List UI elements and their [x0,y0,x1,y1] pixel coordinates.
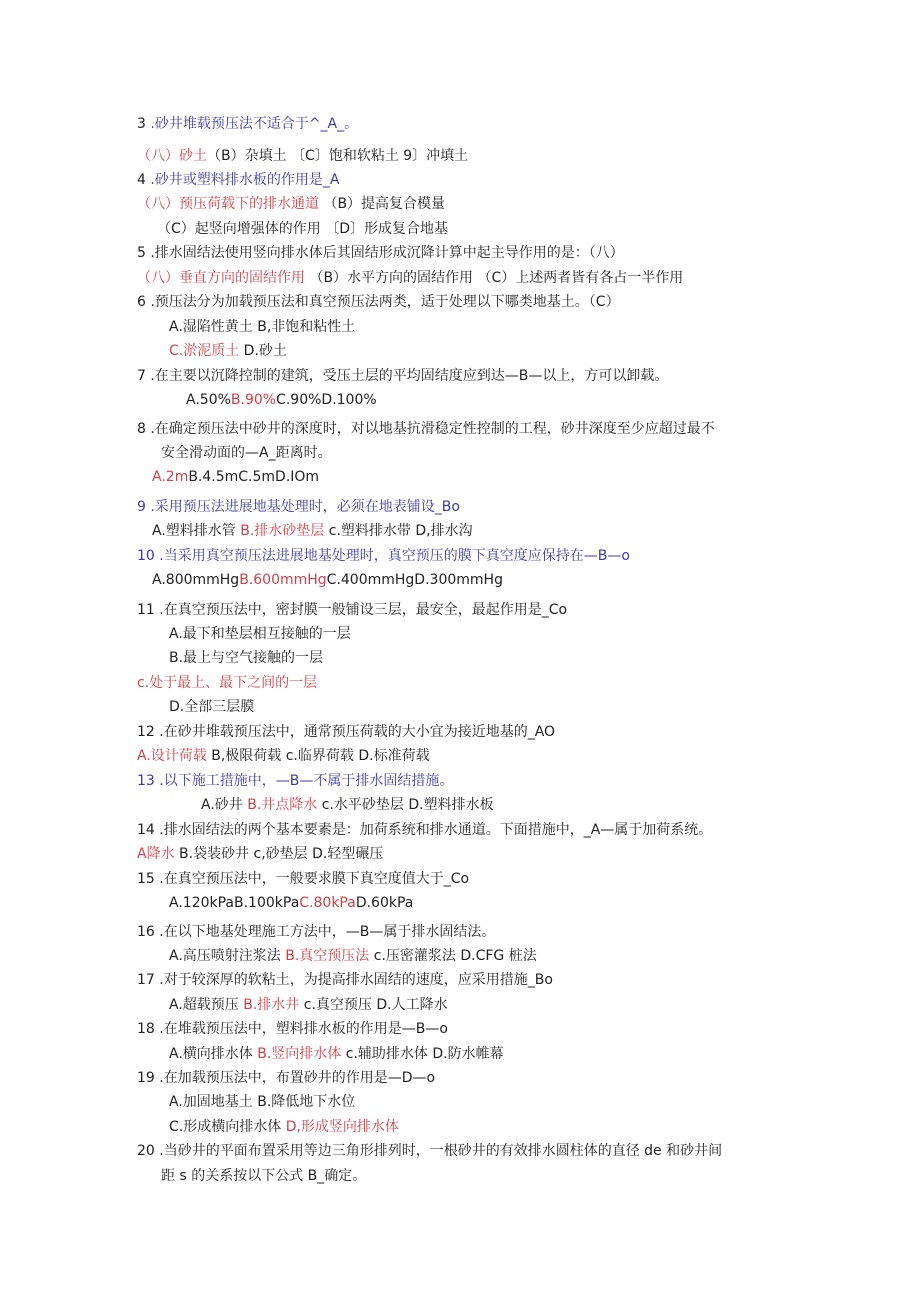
text-line [201,795,494,815]
text-segment: 3 [137,116,146,132]
text-line [137,146,468,166]
text-line [137,746,430,766]
text-segment: 15 .在真空预压法中，一般要求膜下真空度值大于_Co [137,871,470,887]
text-segment: B.真空预压法 [285,948,370,964]
text-segment: （八）垂直方向的固结作用 [137,270,305,286]
text-segment: .砂井或塑料排水板的作用是_A [145,172,340,188]
text-line [152,570,503,590]
text-line [137,194,445,214]
text-segment: 10 .当采用真空预压法进展地基处理时，真空预压的膜下真空度应保持在—B—o [137,548,630,564]
text-line [137,600,567,620]
text-line [169,946,537,966]
text-line [169,341,287,361]
text-segment: 6 .预压法分为加载预压法和真空预压法两类，适于处理以下哪类地基土。（C） [137,294,620,310]
text-segment: A.设计荷载 [137,748,207,764]
text-segment: 9 .采用预压法进展地基处理时，必须在地表铺设_Bo [137,499,460,515]
text-segment: 8 .在确定预压法中砂井的深度时，对以地基抗滑稳定性控制的工程，砂井深度至少应超过最不 [137,421,715,437]
text-line [137,673,317,693]
text-segment: A.高压喷射注浆法 [169,948,286,964]
text-segment: （C）起竖向增强体的作用 〔D〕形成复合地基 [157,221,449,237]
text-line [137,546,630,566]
text-segment: （八）预压荷载下的排水通道 [137,196,319,212]
text-segment: B.90% [230,392,277,408]
text-line [137,243,624,263]
text-segment: c.塑料排水带 D,排水沟 [324,523,473,539]
text-line [169,624,351,644]
text-segment: A.塑料排水管 [152,523,241,539]
text-line [137,922,495,942]
text-line [152,467,319,487]
text-segment: B.最上与空气接触的一层 [169,650,324,666]
text-segment: 20 .当砂井的平面布置采用等边三角形排列时，一根砂井的有效排水圆柱体的直径 de 和砂井间 [137,1143,723,1159]
text-line [137,970,553,990]
text-line [137,844,383,864]
text-line [169,317,355,337]
text-segment: B.竖向排水体 [257,1046,342,1062]
text-segment: A降水 [137,846,175,862]
text-segment: （八）砂土 [137,148,207,164]
text-line [137,497,460,517]
text-line [137,722,555,742]
text-line [169,648,323,668]
text-segment: A.湿陷性黄土 B,非饱和粘性土 [169,319,356,335]
text-segment: c.水平砂垫层 D.塑料排水板 [317,797,494,813]
text-segment: 18 .在堆载预压法中，塑料排水板的作用是—B—o [137,1021,448,1037]
text-segment: 17 .对于较深厚的软粘土，为提高排水固结的速度，应采用措施_Bo [137,972,553,988]
text-line [137,869,469,889]
text-segment: B.袋装砂井 c,砂垫层 D.轻型碾压 [174,846,384,862]
text-segment: D.全部三层膜 [169,699,255,715]
text-segment: c.辅助排水体 D.防水帷幕 [341,1046,504,1062]
text-segment: B.排水井 [243,997,300,1013]
text-segment: A.2m [152,469,189,485]
text-segment: D.砂土 [239,343,287,359]
text-segment: 距 s 的关系按以下公式 B_确定。 [161,1168,367,1184]
text-line [157,219,448,239]
text-line [137,292,620,312]
text-line [137,1068,435,1088]
text-line [169,1092,355,1112]
text-segment: c.真空预压 D.人工降水 [299,997,448,1013]
text-segment: .砂井堆载预压法不适合于^_A_。 [145,116,359,132]
text-line [161,443,332,463]
text-segment: A.砂井 [201,797,248,813]
text-segment: 5 .排水固结法使用竖向排水体后其固结形成沉降计算中起主导作用的是：（八） [137,245,624,261]
text-line [169,893,413,913]
text-line [137,366,668,386]
text-segment: A.最下和垫层相互接触的一层 [169,626,351,642]
text-segment: （B）提高复合模量 [319,196,446,212]
text-segment: C.淤泥质土 [169,343,240,359]
text-segment: （B）水平方向的固结作用 （C）上述两者皆有各占一半作用 [305,270,684,286]
text-segment: 安全滑动面的—A_距离时。 [161,445,332,461]
text-line [137,1141,722,1161]
text-segment: A.120kPaB.100kPa [169,895,300,911]
text-segment: 13 .以下施工措施中，—B—不属于排水固结措施。 [137,773,454,789]
text-segment: c.处于最上、最下之间的一层 [137,675,318,691]
text-segment: B.4.5mC.5mD.IOm [188,469,320,485]
text-segment: 14 .排水固结法的两个基本要素是：加荷系统和排水通道。下面措施中，_A—属于加荷系统。 [137,822,713,838]
text-segment: （B）杂填土 〔C〕饱和软粘土 9〕冲填土 [207,148,469,164]
text-segment: A.50% [186,392,231,408]
text-segment: D,形成竖向排水体 [285,1119,399,1135]
text-line [137,268,683,288]
text-line [152,521,473,541]
text-segment: A.超载预压 [169,997,244,1013]
text-line [137,820,712,840]
text-line [169,1044,504,1064]
text-line [137,419,715,439]
text-segment: A.横向排水体 [169,1046,258,1062]
text-line [137,170,339,190]
text-segment: B.井点降水 [247,797,318,813]
text-segment: 11 .在真空预压法中，密封膜一般铺设三层，最安全，最起作用是_Co [137,602,568,618]
text-segment: 19 .在加载预压法中，布置砂井的作用是—D—o [137,1070,436,1086]
text-segment: D.60kPa [355,895,414,911]
text-segment: C.90%D.100% [276,392,377,408]
text-segment: B,极限荷载 c.临界荷载 D.标准荷载 [206,748,430,764]
text-line [137,771,453,791]
text-line [169,697,254,717]
text-line [161,1166,366,1186]
text-segment: B.600mmHg [239,572,327,588]
text-line [169,1117,399,1137]
text-segment: C.400mmHgD.300mmHg [326,572,503,588]
text-segment: A.800mmHg [152,572,240,588]
text-line [169,995,448,1015]
text-segment: A.加固地基土 B.降低地下水位 [169,1094,356,1110]
text-segment: 7 .在主要以沉降控制的建筑，受压土层的平均固结度应到达—B—以上，方可以卸载。 [137,368,669,384]
text-segment: 12 .在砂井堆载预压法中，通常预压荷载的大小宜为接近地基的_AO [137,724,556,740]
text-line [137,114,358,134]
text-line [137,1019,448,1039]
text-segment: 4 [137,172,146,188]
text-segment: B.排水砂垫层 [240,523,325,539]
text-segment: 16 .在以下地基处理施工方法中，—B—属于排水固结法。 [137,924,496,940]
text-segment: C.80kPa [299,895,356,911]
text-line [186,390,377,410]
text-segment: c.压密灌浆法 D.CFG 桩法 [369,948,537,964]
text-segment: C.形成横向排水体 [169,1119,286,1135]
